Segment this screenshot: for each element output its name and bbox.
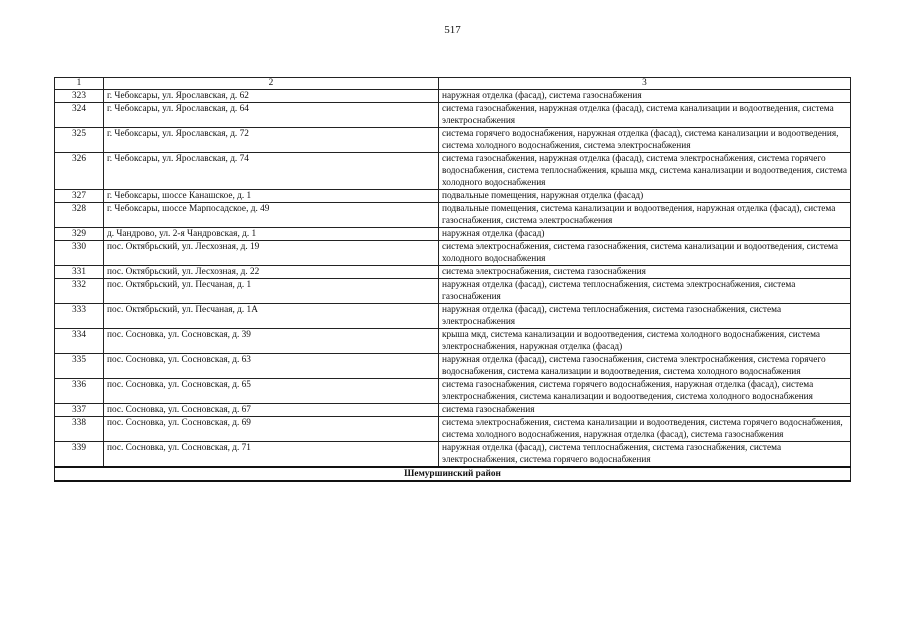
table-header-row — [55, 78, 851, 90]
table-row — [55, 128, 851, 153]
row-systems: наружная отделка (фасад) — [439, 228, 851, 241]
row-address: пос. Сосновка, ул. Сосновская, д. 69 — [104, 417, 439, 442]
row-systems: подвальные помещения, система канализации и водоотведения, наружная отделка (фасад), система газоснабжения, система электроснабжения — [439, 203, 851, 228]
table-row — [55, 279, 851, 304]
row-systems: система газоснабжения, наружная отделка (фасад), система электроснабжения, система горячего водоснабжения, система теплоснабжения, крыша мкд, система канализации и водоотведения, система холодного водоснабжения — [439, 153, 851, 190]
row-systems: подвальные помещения, наружная отделка (фасад) — [439, 190, 851, 203]
table-row — [55, 228, 851, 241]
row-number: 331 — [55, 266, 104, 279]
row-number: 334 — [55, 329, 104, 354]
row-address: г. Чебоксары, ул. Ярославская, д. 72 — [104, 128, 439, 153]
row-address: пос. Сосновка, ул. Сосновская, д. 39 — [104, 329, 439, 354]
row-address: д. Чандрово, ул. 2-я Чандровская, д. 1 — [104, 228, 439, 241]
row-number: 325 — [55, 128, 104, 153]
row-number: 329 — [55, 228, 104, 241]
row-address: пос. Сосновка, ул. Сосновская, д. 67 — [104, 404, 439, 417]
row-number: 335 — [55, 354, 104, 379]
row-address: пос. Октябрьский, ул. Лесхозная, д. 22 — [104, 266, 439, 279]
row-address: пос. Октябрьский, ул. Песчаная, д. 1 — [104, 279, 439, 304]
row-number: 336 — [55, 379, 104, 404]
district-name: Шемуршинский район — [55, 467, 851, 481]
column-header-number: 1 — [55, 78, 104, 90]
page-number: 517 — [444, 24, 461, 36]
row-number: 333 — [55, 304, 104, 329]
row-systems: система горячего водоснабжения, наружная отделка (фасад), система канализации и водоотведения, система холодного водоснабжения, система электроснабжения — [439, 128, 851, 153]
row-systems: система электроснабжения, система канализации и водоотведения, система горячего водоснабжения, система холодного водоснабжения, наружная отделка (фасад), система газоснабжения — [439, 417, 851, 442]
row-number: 332 — [55, 279, 104, 304]
row-systems: система электроснабжения, система газоснабжения — [439, 266, 851, 279]
row-number: 328 — [55, 203, 104, 228]
table-row — [55, 103, 851, 128]
row-address: г. Чебоксары, шоссе Канашское, д. 1 — [104, 190, 439, 203]
row-number: 337 — [55, 404, 104, 417]
table-row — [55, 190, 851, 203]
table-row — [55, 203, 851, 228]
row-number: 326 — [55, 153, 104, 190]
column-header-address: 2 — [104, 78, 439, 90]
table-row — [55, 266, 851, 279]
buildings-table — [54, 77, 851, 482]
row-systems: наружная отделка (фасад), система газоснабжения, система электроснабжения, система горячего водоснабжения, система канализации и водоотведения, система холодного водоснабжения — [439, 354, 851, 379]
table-row — [55, 329, 851, 354]
table-row — [55, 241, 851, 266]
row-address: пос. Октябрьский, ул. Песчаная, д. 1А — [104, 304, 439, 329]
column-header-systems: 3 — [439, 78, 851, 90]
row-address: пос. Сосновка, ул. Сосновская, д. 71 — [104, 442, 439, 468]
row-address: г. Чебоксары, шоссе Марпосадское, д. 49 — [104, 203, 439, 228]
table-row — [55, 90, 851, 103]
row-systems: система газоснабжения — [439, 404, 851, 417]
row-address: пос. Сосновка, ул. Сосновская, д. 65 — [104, 379, 439, 404]
row-address: пос. Сосновка, ул. Сосновская, д. 63 — [104, 354, 439, 379]
row-address: пос. Октябрьский, ул. Лесхозная, д. 19 — [104, 241, 439, 266]
row-address: г. Чебоксары, ул. Ярославская, д. 64 — [104, 103, 439, 128]
row-address: г. Чебоксары, ул. Ярославская, д. 74 — [104, 153, 439, 190]
table-row — [55, 379, 851, 404]
row-systems: наружная отделка (фасад), система газоснабжения — [439, 90, 851, 103]
row-address: г. Чебоксары, ул. Ярославская, д. 62 — [104, 90, 439, 103]
table-row — [55, 354, 851, 379]
row-systems: наружная отделка (фасад), система теплоснабжения, система газоснабжения, система электроснабжения, система горячего водоснабжения — [439, 442, 851, 468]
table-row — [55, 304, 851, 329]
row-number: 324 — [55, 103, 104, 128]
row-systems: крыша мкд, система канализации и водоотведения, система холодного водоснабжения, система электроснабжения, наружная отделка (фасад) — [439, 329, 851, 354]
row-systems: наружная отделка (фасад), система теплоснабжения, система газоснабжения, система электроснабжения — [439, 304, 851, 329]
row-number: 327 — [55, 190, 104, 203]
district-header-row — [55, 467, 851, 481]
row-number: 338 — [55, 417, 104, 442]
row-number: 323 — [55, 90, 104, 103]
row-systems: система электроснабжения, система газоснабжения, система канализации и водоотведения, система холодного водоснабжения — [439, 241, 851, 266]
table-row — [55, 417, 851, 442]
table-row — [55, 153, 851, 190]
row-number: 339 — [55, 442, 104, 468]
row-systems: наружная отделка (фасад), система теплоснабжения, система электроснабжения, система газоснабжения — [439, 279, 851, 304]
table-row — [55, 404, 851, 417]
row-number: 330 — [55, 241, 104, 266]
row-systems: система газоснабжения, система горячего водоснабжения, наружная отделка (фасад), система электроснабжения, система канализации и водоотведения, система холодного водоснабжения — [439, 379, 851, 404]
row-systems: система газоснабжения, наружная отделка (фасад), система канализации и водоотведения, система электроснабжения — [439, 103, 851, 128]
table-row — [55, 442, 851, 468]
